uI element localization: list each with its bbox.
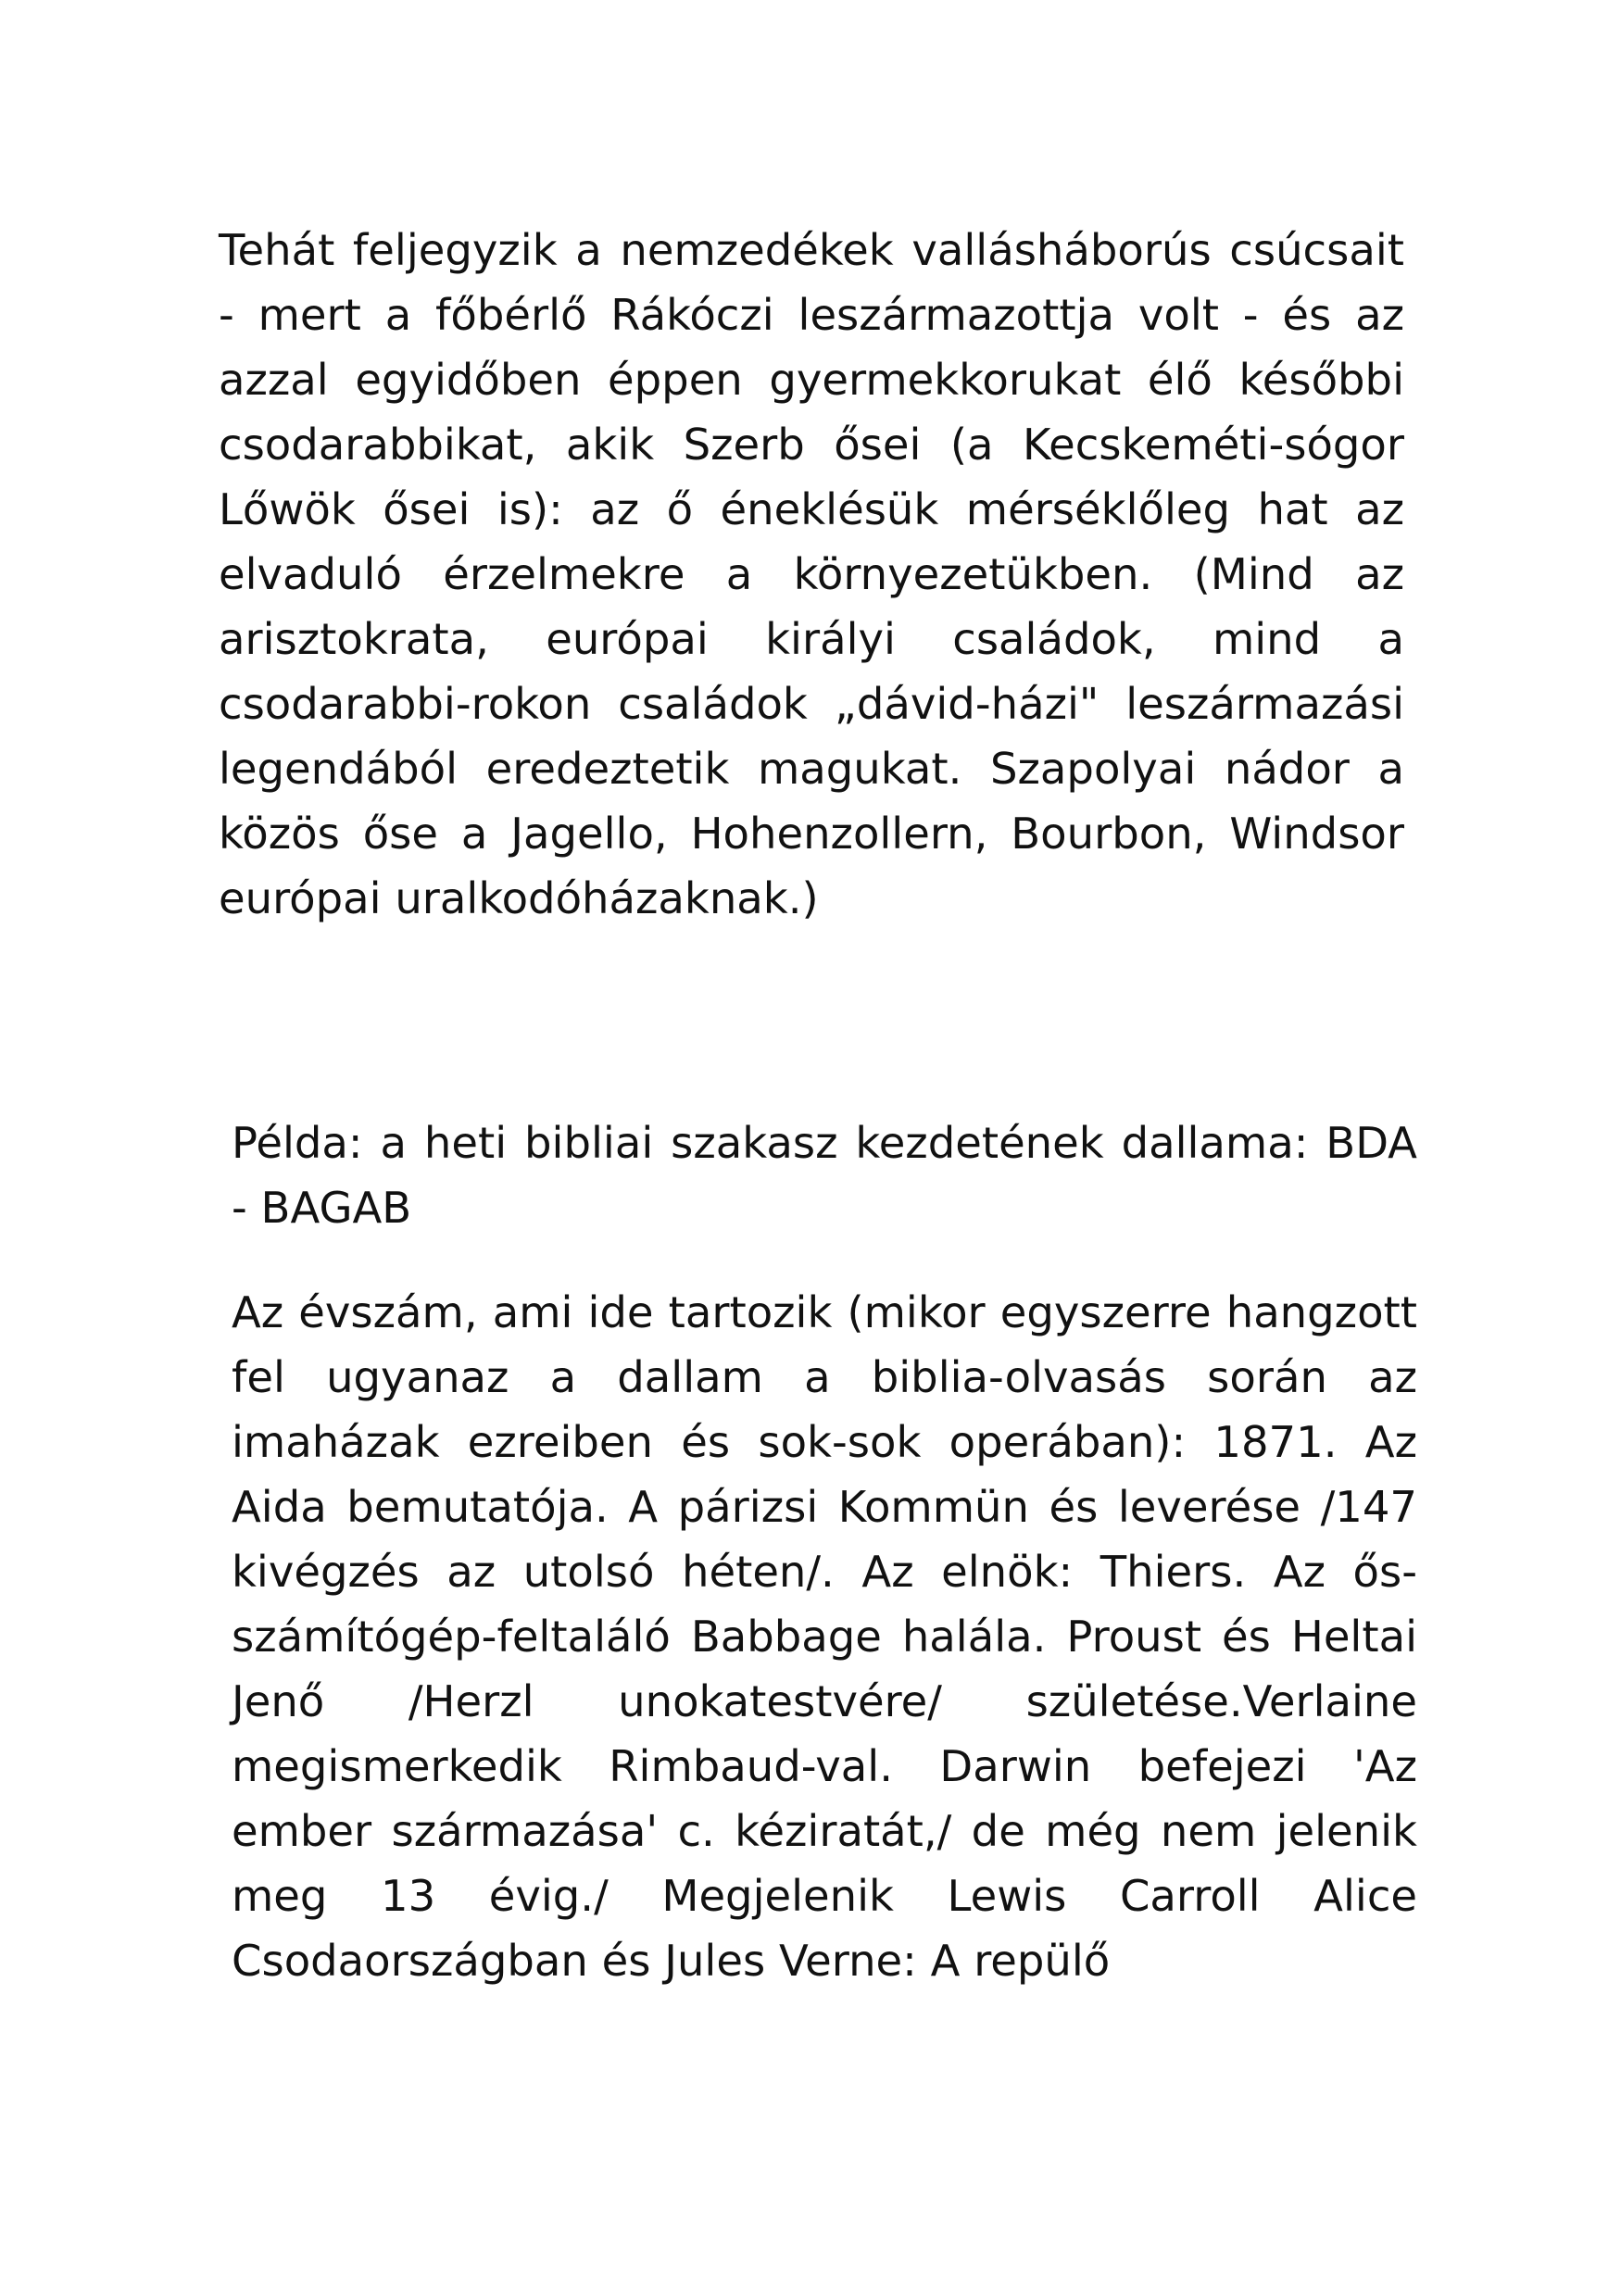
- paragraph-religious-wars: Tehát feljegyzik a nemzedékek vallásháborús csúcsait - mert a főbérlő Rákóczi leszármazottja volt - és az azzal egyidőben éppen gyermekkorukat élő későbbi csodarabbikat, akik Szerb ősei (a Kecskeméti-sógor Lőwök ősei is): az ő éneklésük mérséklőleg hat az elvaduló érzelmekre a környezetükben. (Mind az arisztokrata, európai királyi családok, mind a csodarabbi-rokon családok „dávid-házi" leszármazási legendából eredeztetik magukat. Szapolyai nádor a közös őse a Jagello, Hohenzollern, Bourbon, Windsor európai uralkodóházaknak.): [219, 225, 1404, 923]
- paragraph-example-melody: Példa: a heti bibliai szakasz kezdetének dallama: BDA - BAGAB: [232, 1118, 1417, 1233]
- paragraph-year-1871: Az évszám, ami ide tartozik (mikor egyszerre hangzott fel ugyanaz a dallam a biblia-olvasás során az imaházak ezreiben és sok-sok operában): 1871. Az Aida bemutatója. A párizsi Kommün és leverése /147 kivégzés az utolsó héten/. Az elnök: Thiers. Az ős-számítógép-feltaláló Babbage halála. Proust és Heltai Jenő /Herzl unokatestvére/ születése.Verlaine megismerkedik Rimbaud-val. Darwin befejezi 'Az ember származása' c. kéziratát,/ de még nem jelenik meg 13 évig./ Megjelenik Lewis Carroll Alice Csodaországban és Jules Verne: A repülő: [232, 1287, 1417, 1986]
